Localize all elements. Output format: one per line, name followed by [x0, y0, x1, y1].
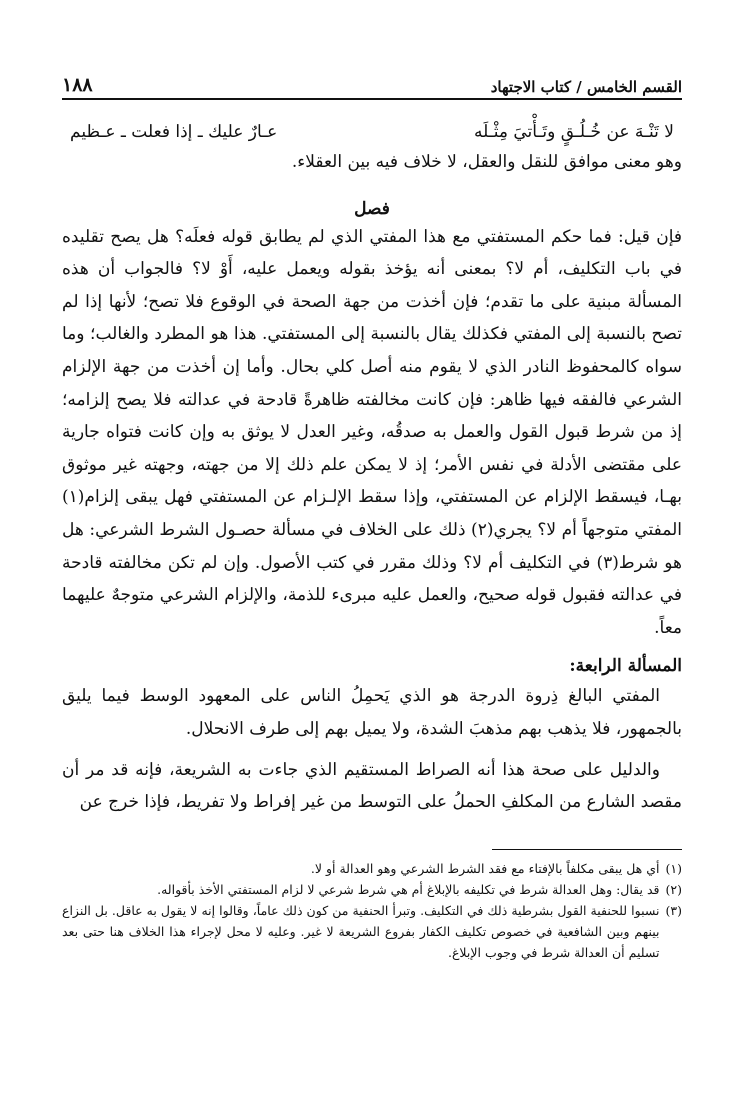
page-number: ١٨٨ [62, 74, 93, 96]
footnote-3 [62, 900, 682, 963]
running-header [62, 70, 682, 100]
footnote-divider [492, 849, 682, 850]
book-page [62, 70, 682, 963]
footnote-text: أي هل يبقى مكلفاً بالإفتاء مع فقد الشرط الشرعي وهو العدالة أو لا. [310, 860, 660, 876]
paragraph-evidence: والدليل على صحة هذا أنه الصراط المستقيم الذي جاءت به الشريعة، فإنه قد مر أن مقصد الشارع من المكلفِ الحملُ على التوسط من غير إفراط ولا تفريط، فإذا خرج عن [62, 759, 682, 813]
footnote-text: نسبوا للحنفية القول بشرطية ذلك في التكليف. وتبرأ الحنفية من كون ذلك عاماً، وقالوا إنه لا يقول به عاقل. بل النزاع بينهم وبين الشافعية في خصوص تكليف الكفار بفروع الشريعة لا غير. وعليه لا محل لإجراء هذا الخلاف هنا حتى بعد تسليم أن العدالة شرط في وجوب الإبلاغ. [62, 902, 660, 960]
footnote-marker: (٣) [665, 902, 682, 918]
verse-first-hemistich: لا تَنْـهَ عن خُـلُـقٍ وتَـأْتيَ مِثْـلَه [474, 122, 674, 142]
verse-commentary: وهو معنى موافق للنقل والعقل، لا خلاف فيه بين العقلاء. [291, 152, 682, 172]
paragraph-fatwa-question: فإن قيل: فما حكم المستفتي مع هذا المفتي الذي لم يطابق قوله فعلَه؟ هل يصح تقليده في باب التكليف، أم لا؟ بمعنى أنه يؤخذ بقوله ويعمل عليه، أَوْ لا؟ فالجواب أن هذه المسألة مبنية على ما تقدم؛ فإن أخذت من جهة الصحة في الوقوع فلا تصح؛ لأنها إذا لم تصح بالنسبة إلى المفتي فكذلك يقال بالنسبة إلى المستفتي. هذا هو المطرد والغالب؛ وما سواه كالمحفوظ النادر الذي لا يقوم منه أصل كلي بحال. وأما إن أخذت من جهة الإلزام الشرعي فالفقه فيها ظاهر: فإن كانت مخالفته ظاهرةً قادحة في عدالته فلا يصح إلزامه؛ إذ من شرط قبول القول والعمل به صدقُه، وغير العدل لا يوثق به وإن كانت فتواه جارية على مقتضى الأدلة في نفس الأمر؛ إذ لا يمكن علم ذلك إلا من جهته، وجهته غير موثوق بهـا، فيسقط الإلزام عن المستفتي، وإذا سقط الإلـزام عن المستفتي فهل يبقى إلزام(١) المفتي متوجهاً أم لا؟ يجري(٢) ذلك على الخلاف في مسألة حصـول الشرط الشرعي: هل هو شرط(٣) في التكليف أم لا؟ وذلك مقرر في كتب الأصول. وإن لم تكن مخالفته قادحة في عدالته فقبول قوله صحيح، والعمل عليه مبرىء للذمة، والإلزام الشرعي متوجهٌ عليهما معاً. [62, 226, 682, 638]
footnote-marker: (٢) [665, 881, 682, 897]
section-heading: فصل [354, 198, 390, 219]
subheading-fourth-issue: المسألة الرابعة: [569, 656, 682, 677]
verse-second-hemistich: عـارٌ عليك ـ إذا فعلت ـ عـظيم [70, 122, 278, 142]
footnote-2 [62, 879, 682, 900]
footnote-marker: (١) [665, 860, 682, 876]
footnote-1 [62, 858, 682, 879]
header-title: القسم الخامس / كتاب الاجتهاد [490, 78, 682, 96]
footnote-text: قد يقال: وهل العدالة شرط في تكليفه بالإبلاغ أم هي شرط شرعي لا لزام المستفتي الأخذ بأقواله. [157, 881, 660, 897]
poetry-verse [62, 122, 682, 142]
paragraph-ideal-mufti: المفتي البالغ ذِروة الدرجة هو الذي يَحمِلُ الناس على المعهود الوسط فيما يليق بالجمهور، فلا يذهب بهم مذهبَ الشدة، ولا يميل بهم إلى طرف الانحلال. [62, 686, 682, 739]
